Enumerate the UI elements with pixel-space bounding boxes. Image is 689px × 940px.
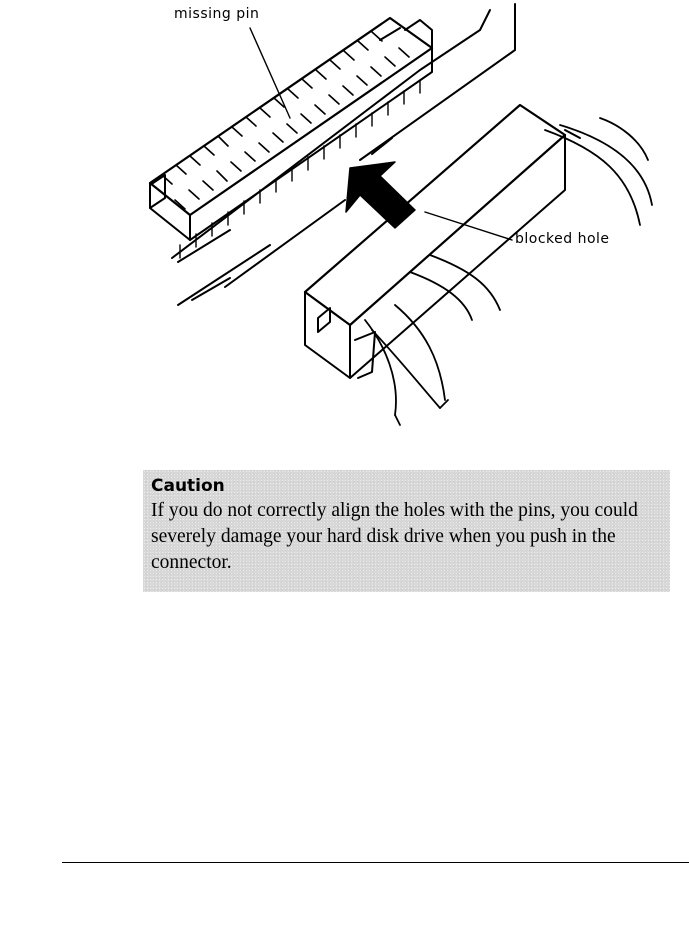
- caution-box: [143, 470, 670, 592]
- insertion-arrow: [346, 162, 415, 228]
- missing-pin-leader: [250, 28, 290, 118]
- caution-text: If you do not correctly align the holes with the pins, you could severely damage your hard disk drive when you push in the connector.: [151, 500, 638, 573]
- blocked-hole-leader: [425, 212, 512, 240]
- footer-divider: [62, 862, 689, 863]
- missing-pin-label: missing pin: [174, 6, 260, 22]
- ribbon-cable: [365, 118, 652, 425]
- connector-alignment-illustration: [0, 0, 689, 430]
- caution-title: Caution: [151, 476, 225, 496]
- blocked-hole-label: blocked hole: [515, 231, 610, 247]
